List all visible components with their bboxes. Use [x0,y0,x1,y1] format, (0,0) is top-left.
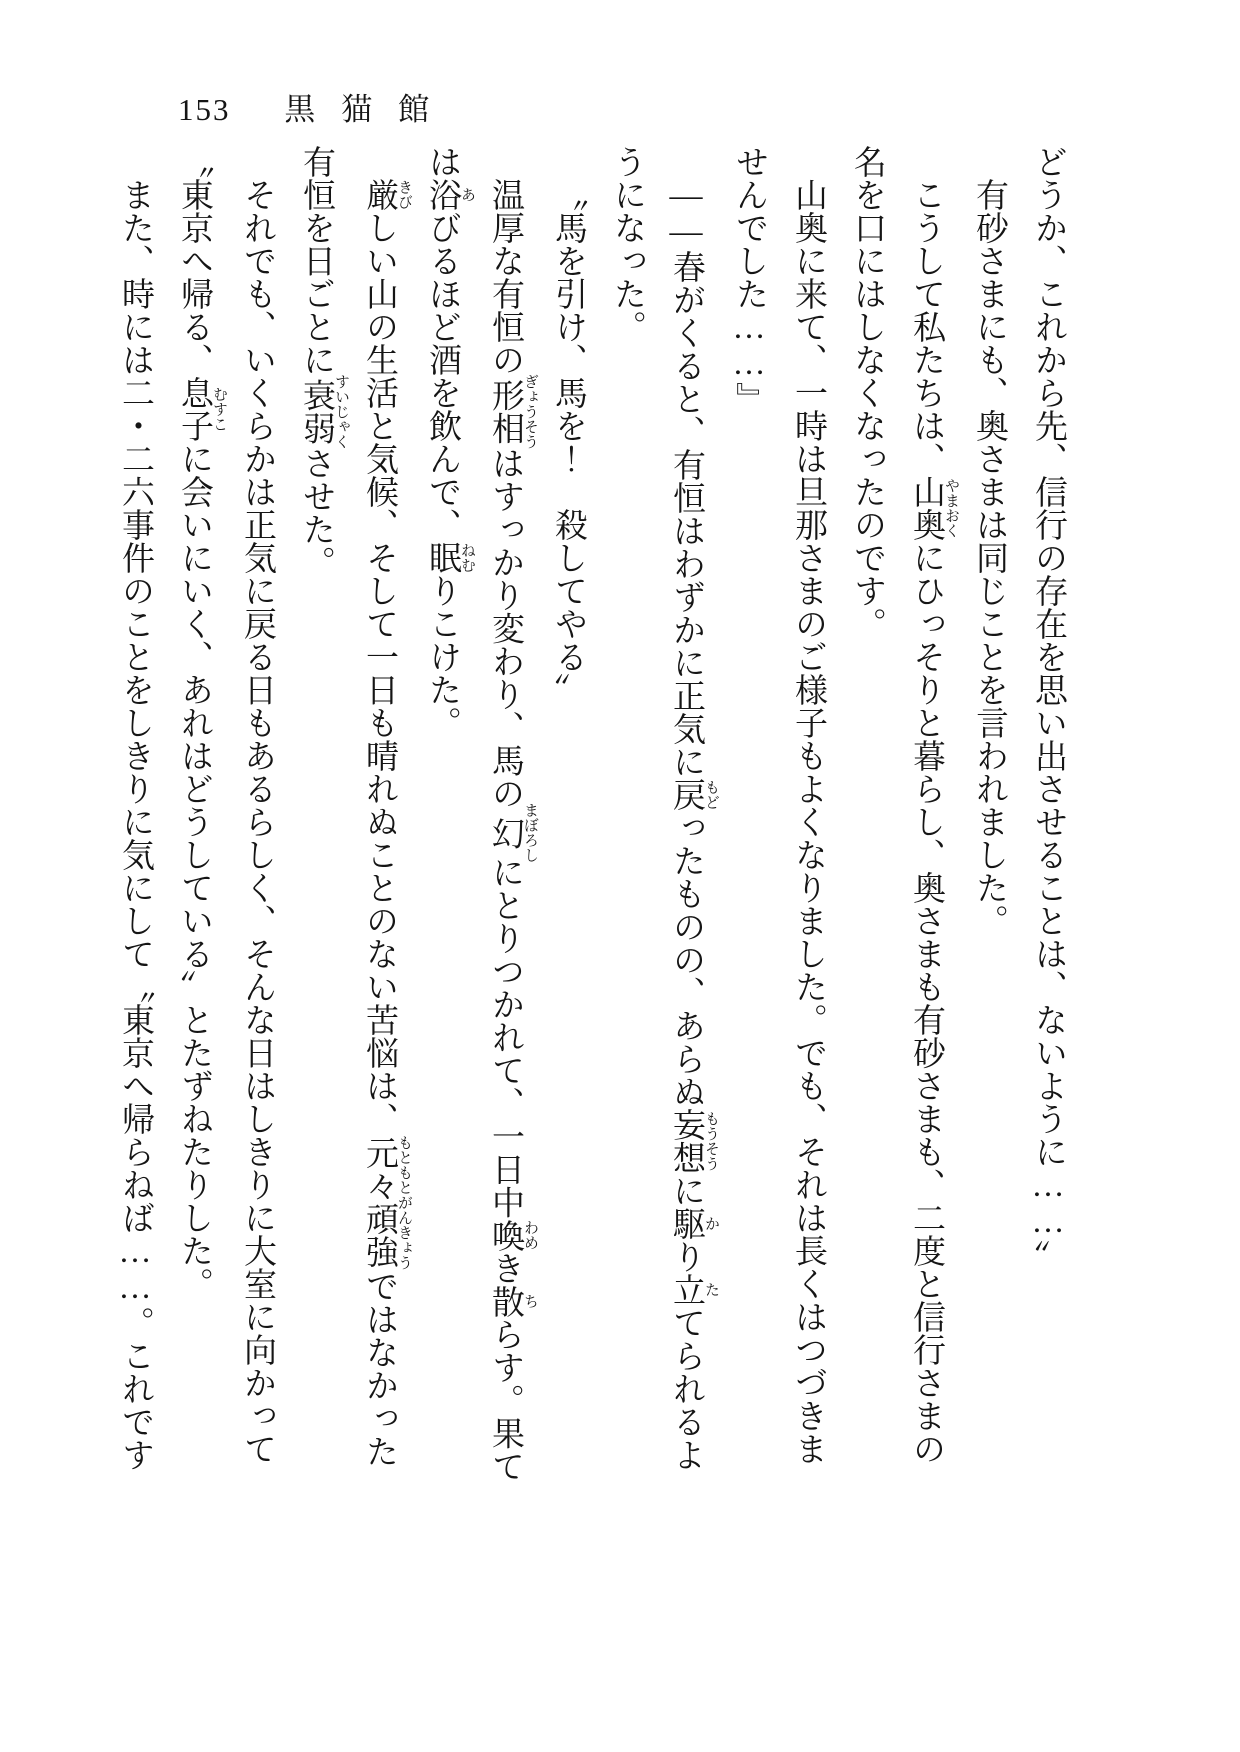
text-column: 有砂さまにも、奥さまは同じことを言われました。 [971,178,1007,937]
furigana-term: 喚 わめ [487,1218,538,1252]
book-title: 黒猫館 [284,92,456,127]
furigana-term: 散 ち [487,1284,538,1318]
text-column: どうか、これから先、信行の存在を思い出させることは、ないように……〞 [1030,145,1066,1273]
furigana-term: 戻 もど [668,778,719,811]
text-column: それでも、いくらかは正気に戻る日もあるらしく、そんな日はしきりに大室に向かって [239,178,275,1465]
furigana-term: 息子 むすこ [176,376,227,442]
furigana-term: 立 た [668,1273,719,1306]
furigana-term: 衰弱 すいじゃく [298,373,349,449]
furigana-term: 元々頑強 もともとがんきょう [361,1134,412,1270]
text-column: 名を口にはしなくなったのです。 [849,145,885,640]
furigana-term: 浴 あ [424,178,475,211]
text-column: 〝馬を引け、馬を！ 殺してやる〞 [550,178,586,706]
text-column: 厳 きびしい山の生活と気候、そして一日も晴れぬことのない苦悩は、元々頑強 もともとがんきょうではなかった [361,178,412,1468]
furigana-term: 駆 か [668,1207,719,1240]
text-column: ――春がくると、有恒はわずかに正気に戻 もどったものの、あらぬ妄想 もうそうに駆 かり立 たてられるよ [668,178,719,1471]
text-block [105,145,1077,1490]
furigana-term: 妄想 もうそう [668,1108,719,1174]
furigana-term: 眠 ねむ [424,541,475,574]
furigana-term: 形相 ぎょうそう [487,373,538,449]
furigana-term: 幻 まぼろし [487,802,538,863]
furigana-term: 山奥 やまおく [908,475,959,541]
page-number: 153 [178,92,231,127]
furigana-term: 厳 きび [361,178,412,211]
text-column: 温厚な有恒の形相 ぎょうそうはすっかり変わり、馬の幻 まぼろしにとりつかれて、一日中喚 わめき散 ちらす。果て [487,178,538,1483]
text-column: うになった。 [609,145,645,343]
text-column: 山奥に来て、一時は旦那さまのご様子もよくなりました。でも、それは長くはつづきま [790,178,826,1465]
text-column: は浴 あびるほど酒を飲んで、眠 ねむりこけた。 [424,145,475,739]
text-column: また、時には二・二六事件のことをしきりに気にして〝東京へ帰らねば……。これです [117,178,153,1471]
text-column: せんでした……』 [731,145,767,415]
text-column: 有恒を日ごとに衰弱 すいじゃくさせた。 [298,145,349,579]
text-column: こうして私たちは、山奥 やまおくにひっそりと暮らし、奥さまも有砂さまも、二度と信行さまの [908,178,959,1465]
text-column: 〝東京へ帰る、息子 むすこに会いにいく、あれはどうしている〞とたずねたりした。 [176,145,227,1300]
running-head [178,84,455,129]
